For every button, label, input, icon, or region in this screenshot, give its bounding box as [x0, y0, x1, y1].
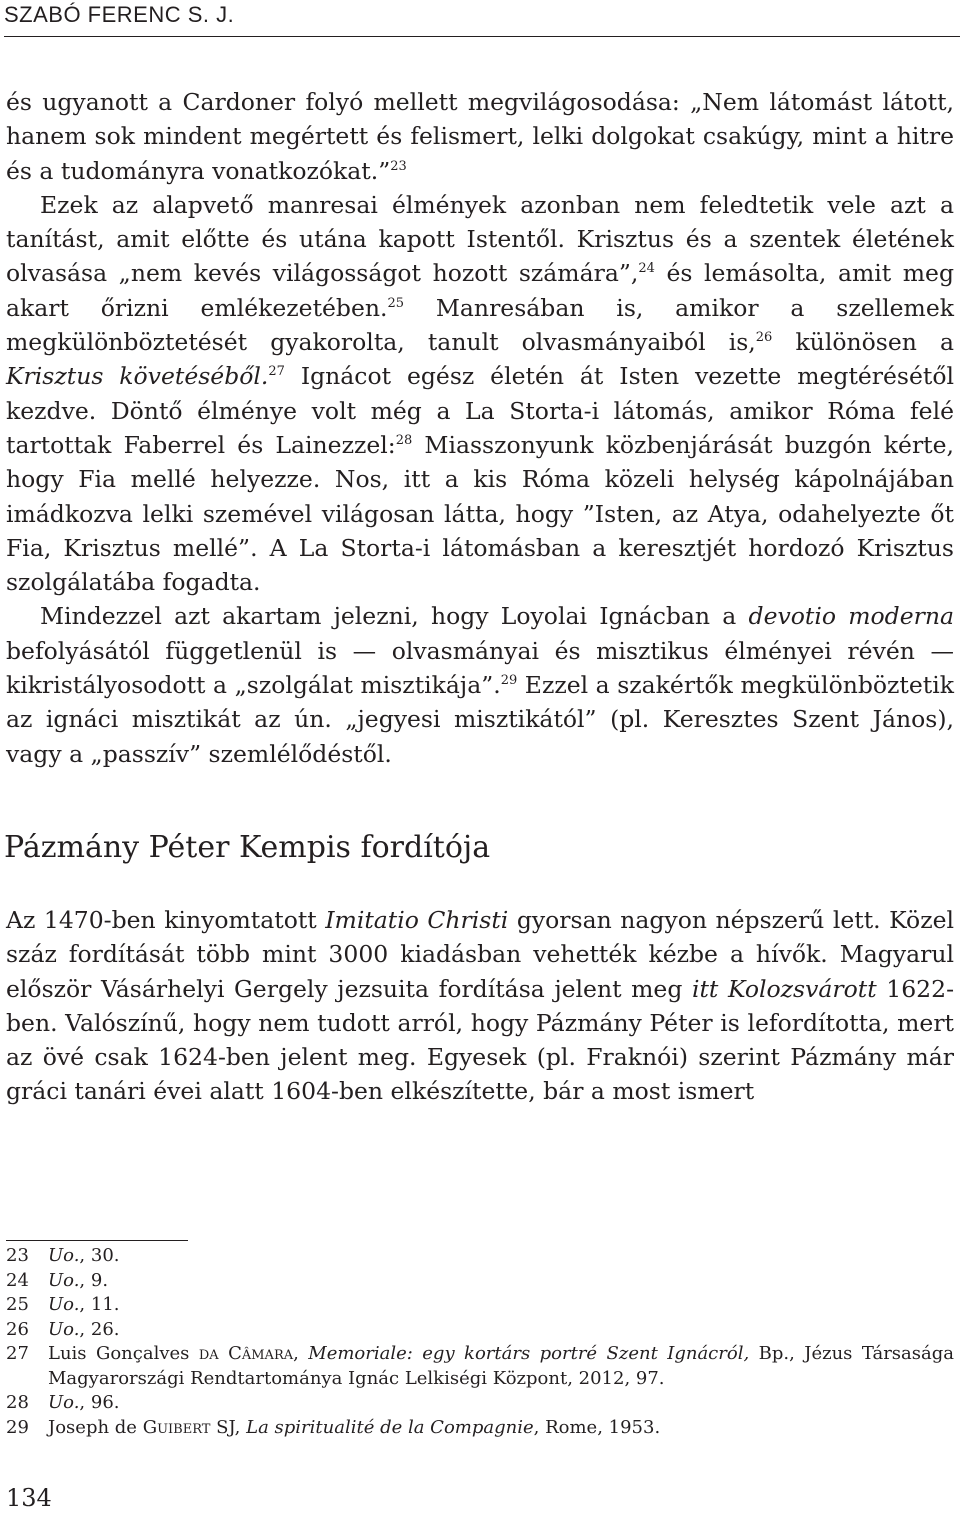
footnote-text — [48, 1318, 954, 1343]
paragraph-2 — [6, 188, 954, 600]
footnote-text — [48, 1342, 954, 1391]
footnote-author: Luis Gonçalves — [48, 1343, 199, 1364]
footnote-text — [48, 1391, 954, 1416]
running-head: SZABÓ FERENC S. J. — [4, 2, 235, 27]
footnote-abbrev: Uo. — [48, 1392, 80, 1413]
footnote-surname: Guibert — [142, 1416, 211, 1438]
footnote-28 — [6, 1391, 954, 1416]
footnote-24 — [6, 1269, 954, 1294]
page-number: 134 — [6, 1484, 52, 1512]
footnotes — [6, 1244, 954, 1440]
footnote-ref-27[interactable]: 27 — [268, 364, 285, 380]
footnote-25 — [6, 1293, 954, 1318]
text-run: Ezzel a szakértők megkülönböztetik az ignáci misztikát az ún. „jegyesi misztikától” (pl. Keresztes Szent János), vagy a „passzív” szemlélődéstől. — [6, 671, 954, 768]
footnote-ref-26[interactable]: 26 — [755, 330, 773, 346]
footnote-sep: , — [293, 1343, 309, 1364]
italic-title: Krisztus követéséből. — [6, 362, 269, 391]
footnote-ref-28[interactable]: 28 — [395, 432, 413, 448]
italic-title: Imitatio Christi — [325, 906, 509, 934]
footnote-rest: , 30. — [79, 1245, 120, 1266]
footnote-rest: , 96. — [79, 1392, 120, 1413]
footnote-abbrev: Uo. — [48, 1318, 80, 1340]
footnote-rule — [6, 1240, 188, 1241]
text-run: és ugyanott a Cardoner folyó mellett megvilágosodása: „Nem látomást látott, hanem sok mindent megértett és felismert, lelki dolgokat csakúgy, mint a hitre és a tudományra vonatkozókat.” — [6, 88, 954, 185]
footnote-abbrev: Uo. — [48, 1269, 80, 1291]
footnote-author: Joseph de — [48, 1416, 143, 1438]
footnote-rest: , 11. — [79, 1294, 120, 1315]
footnote-title: La spiritualité de la Compagnie — [246, 1416, 534, 1438]
footnote-sep: SJ, — [210, 1416, 247, 1438]
italic-place: itt Kolozsvárott — [691, 974, 877, 1003]
footnote-number: 23 — [6, 1245, 29, 1266]
footnote-27 — [6, 1342, 954, 1391]
footnote-publisher: Bp., Jézus Társasága Magyarországi Rendtartománya Ignác Lelkiségi Központ, 2012, 97. — [48, 1343, 954, 1389]
text-run: 1622-ben. Valószínű, hogy nem tudott arról, hogy Pázmány Péter is lefordította, mert az övé csak 1624-ben jelent meg. Egyesek (pl. Fraknói) szerint Pázmány már gráci tanári évei alatt 1604-ben elkészítette, bár a most ismert — [6, 974, 955, 1106]
text-run: befolyásától függetlenül is — olvasmányai és misztikus élményei révén — kikristályosodott a „szolgálat misztikája”. — [6, 636, 954, 700]
section-heading: Pázmány Péter Kempis fordítója — [4, 830, 491, 865]
footnote-text — [48, 1293, 954, 1318]
footnote-29 — [6, 1416, 954, 1441]
paragraph-1 — [6, 85, 954, 188]
header-rule — [4, 36, 960, 37]
text-run: Miasszonyunk közbenjárását buzgón kérte, hogy Fia mellé helyezze. Nos, itt a kis Róma közeli helység kápolnájában imádkozva lelki szemével világosan látta, hogy ”Isten, az Atya, odahelyezte őt Fia, Krisztus mellé”. A La Storta-i látomásban a keresztjét hordozó Krisztus szolgálatába fogadta. — [6, 430, 954, 597]
footnote-number: 24 — [6, 1269, 29, 1291]
footnote-title: Memoriale: egy kortárs portré Szent Ignácról, — [308, 1343, 750, 1364]
footnote-23 — [6, 1244, 954, 1269]
text-run: Az 1470-ben kinyomtatott — [6, 906, 326, 934]
footnote-abbrev: Uo. — [48, 1245, 80, 1266]
text-run: Ignácot egész életén át Isten vezette megtérésétől kezdve. Döntő élménye volt még a La Storta-i látomás, amikor Róma felé tartottak Faberrel és Lainezzel: — [6, 362, 955, 459]
footnote-abbrev: Uo. — [48, 1294, 80, 1315]
footnote-number: 29 — [6, 1416, 29, 1438]
footnote-number: 26 — [6, 1318, 29, 1340]
text-run: Mindezzel azt akartam jelezni, hogy Loyolai Ignácban a — [40, 602, 749, 631]
footnote-number: 25 — [6, 1294, 29, 1315]
footnote-26 — [6, 1318, 954, 1343]
text-run: és lemásolta, amit meg akart őrizni emlékezetében. — [6, 259, 955, 322]
italic-term: devotio moderna — [748, 602, 955, 631]
footnote-number: 28 — [6, 1392, 29, 1413]
paragraph-4 — [6, 903, 954, 1109]
footnote-ref-24[interactable]: 24 — [638, 261, 655, 277]
footnote-rest: , 26. — [79, 1318, 120, 1340]
footnote-ref-29[interactable]: 29 — [500, 673, 518, 689]
text-run: különösen a — [772, 328, 954, 357]
section-text — [6, 903, 954, 1109]
text-run: gyorsan nagyon népszerű lett. Közel száz fordítását több mint 3000 kiadásban vehették kézbe a hívők. Magyarul először Vásárhelyi Gergely jezsuita fordítása jelent meg — [6, 906, 954, 1003]
main-text — [6, 85, 954, 771]
footnote-text — [48, 1416, 954, 1441]
footnote-ref-23[interactable]: 23 — [390, 158, 407, 174]
footnote-surname: da Câmara — [198, 1343, 294, 1364]
text-run: Ezek az alapvető manresai élmények azonban nem feledtetik vele azt a tanítást, amit előtte és utána kapott Istentől. Krisztus és a szentek életének olvasása „nem kevés világosságot hozott számára”, — [6, 190, 954, 288]
footnote-text — [48, 1244, 954, 1269]
footnote-rest: , 9. — [79, 1269, 109, 1291]
footnote-number: 27 — [6, 1343, 29, 1364]
text-run: Manresában is, amikor a szellemek megkülönböztetését gyakorolta, tanult olvasmányaiból is, — [6, 293, 954, 357]
paragraph-3 — [6, 599, 954, 770]
footnote-publisher: , Rome, 1953. — [533, 1416, 661, 1438]
footnote-text — [48, 1269, 954, 1294]
footnote-ref-25[interactable]: 25 — [387, 295, 405, 311]
